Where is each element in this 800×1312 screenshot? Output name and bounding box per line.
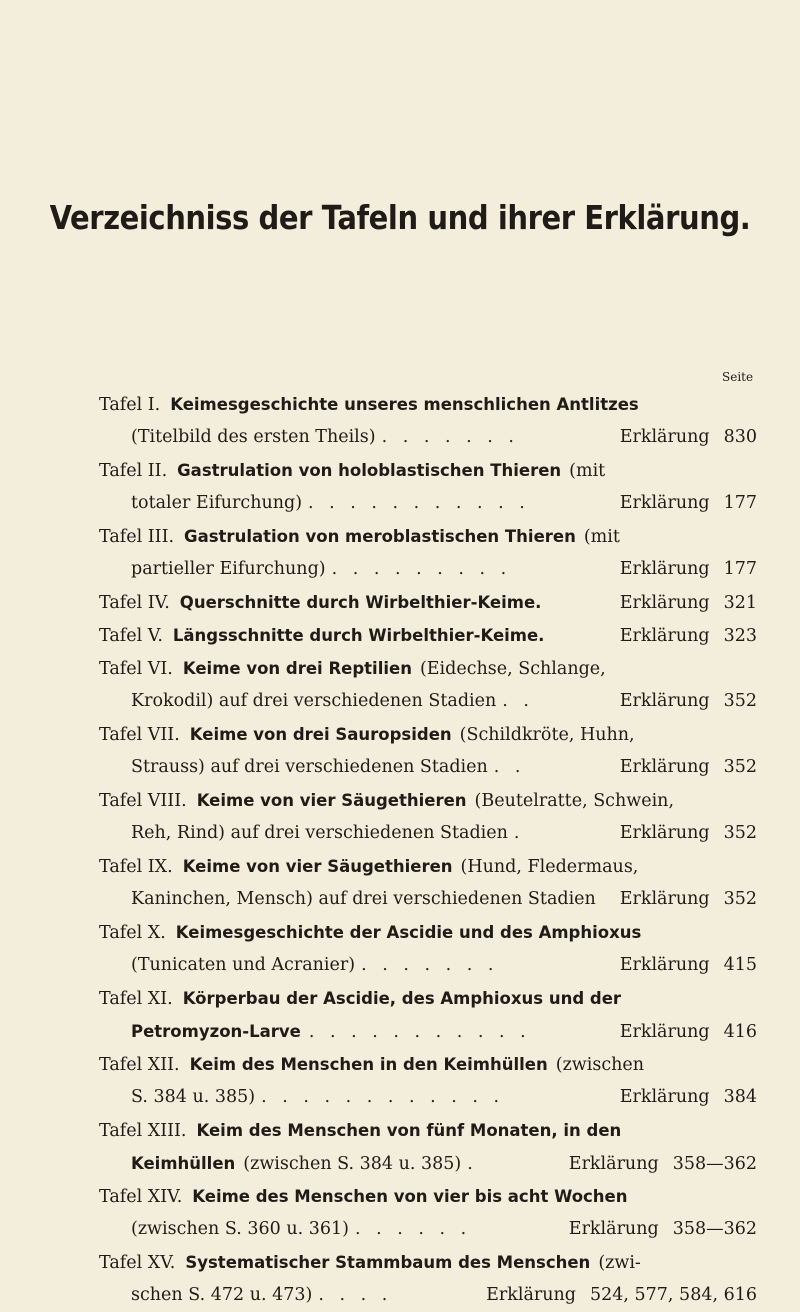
- plate-heading-continued: Keimhüllen: [131, 1154, 236, 1173]
- dot-leader: . . . . . .: [354, 1219, 472, 1239]
- plate-number: Tafel XV.: [99, 1253, 176, 1273]
- erklaerung-label: Erklärung: [619, 559, 710, 579]
- dot-leader: . . . . . . . . . . . .: [261, 1087, 505, 1107]
- dot-leader: . . . .: [318, 1285, 393, 1305]
- toc-entry-line: [99, 916, 757, 949]
- plate-heading: Keime von drei Sauropsiden: [189, 725, 452, 744]
- page-number: 384: [723, 1087, 757, 1107]
- page-title: Verzeichniss der Tafeln und ihrer Erklärung.: [49, 198, 751, 237]
- dot-leader: . . . . . . . . .: [331, 559, 512, 579]
- erklaerung-label: Erklärung: [568, 1219, 659, 1239]
- plate-heading: Keimesgeschichte der Ascidie und des Amphioxus: [175, 923, 642, 942]
- toc-entry-continuation: [99, 553, 757, 586]
- toc-entry: [99, 850, 757, 916]
- toc-entry: [99, 619, 757, 652]
- plate-number: Tafel XII.: [99, 1055, 180, 1075]
- toc-entry-continuation: [99, 487, 757, 520]
- plate-number: Tafel XIII.: [99, 1121, 187, 1141]
- dot-leader: . . . . . . .: [381, 427, 519, 447]
- dot-leader: .: [513, 823, 525, 843]
- erklaerung-label: Erklärung: [619, 955, 710, 975]
- plate-heading: Keimesgeschichte unseres menschlichen Antlitzes: [170, 395, 639, 414]
- plate-description-continued: (Tunicaten und Acranier): [131, 955, 356, 975]
- dot-leader: . .: [493, 757, 526, 777]
- toc-entry-continuation: [99, 1279, 757, 1312]
- erklaerung-label: Erklärung: [619, 493, 710, 513]
- erklaerung-label: Erklärung: [619, 1022, 710, 1042]
- toc-entry: [99, 652, 757, 718]
- plate-heading: Körperbau der Ascidie, des Amphioxus und der: [182, 989, 622, 1008]
- plate-description-continued: Kaninchen, Mensch) auf drei verschiedenen Stadien: [131, 889, 596, 909]
- toc-entry: [99, 718, 757, 784]
- page-number: 321: [723, 593, 757, 613]
- plate-heading-continued: Petromyzon-Larve: [131, 1022, 301, 1041]
- toc-entry-line: [99, 388, 757, 421]
- page-number: 352: [723, 889, 757, 909]
- plate-description-continued: Strauss) auf drei verschiedenen Stadien: [131, 757, 488, 777]
- erklaerung-label: Erklärung: [619, 1087, 710, 1107]
- plate-description: (Beutelratte, Schwein,: [474, 791, 675, 811]
- page-number: 415: [723, 955, 757, 975]
- plate-heading: Keime von vier Säugethieren: [196, 791, 467, 810]
- plate-description: (Eidechse, Schlange,: [419, 659, 606, 679]
- dot-leader: . . . . . . .: [361, 955, 499, 975]
- plate-description-continued: (zwischen S. 384 u. 385): [243, 1154, 462, 1174]
- toc-entry-continuation: [99, 751, 757, 784]
- plate-description-continued: schen S. 472 u. 473): [131, 1285, 313, 1305]
- plate-number: Tafel VII.: [99, 725, 180, 745]
- toc-entry-continuation: [99, 1081, 757, 1114]
- erklaerung-label: Erklärung: [619, 626, 710, 646]
- plate-number: Tafel XIV.: [99, 1187, 183, 1207]
- dot-leader: . .: [502, 691, 534, 711]
- toc-entry: [99, 784, 757, 850]
- page-number: 352: [723, 823, 757, 843]
- toc-entry-line: [99, 718, 757, 751]
- plate-heading: Systematischer Stammbaum des Menschen: [185, 1253, 591, 1272]
- seite-column-label: Seite: [722, 370, 754, 384]
- toc-entry-continuation: [99, 1147, 757, 1180]
- plate-description-continued: totaler Eifurchung): [131, 493, 303, 513]
- plate-heading: Keim des Menschen von fünf Monaten, in den: [196, 1121, 622, 1140]
- toc-entry-continuation: [99, 1015, 757, 1048]
- plate-description: (Schildkröte, Huhn,: [459, 725, 635, 745]
- page-number: 177: [723, 493, 757, 513]
- plate-number: Tafel VIII.: [99, 791, 187, 811]
- plate-description-continued: (zwischen S. 360 u. 361): [131, 1219, 349, 1239]
- table-of-plates: [99, 388, 757, 1312]
- toc-entry: [99, 1180, 757, 1246]
- dot-leader: .: [467, 1154, 478, 1174]
- plate-number: Tafel I.: [99, 395, 161, 415]
- plate-description: (Hund, Fledermaus,: [460, 857, 639, 877]
- plate-heading: Gastrulation von holoblastischen Thieren: [177, 461, 562, 480]
- toc-entry-continuation: [99, 817, 757, 850]
- plate-number: Tafel IX.: [99, 857, 173, 877]
- page-number: 830: [723, 427, 757, 447]
- page-number: 323: [723, 626, 757, 646]
- plate-heading: Querschnitte durch Wirbelthier-Keime.: [179, 593, 542, 612]
- erklaerung-label: Erklärung: [619, 593, 710, 613]
- plate-heading: Keime von drei Reptilien: [182, 659, 412, 678]
- toc-entry-continuation: [99, 685, 757, 718]
- page-number: 358—362: [672, 1219, 757, 1239]
- toc-entry-continuation: [99, 883, 757, 916]
- toc-entry-line: [99, 982, 757, 1015]
- erklaerung-label: Erklärung: [619, 757, 710, 777]
- plate-number: Tafel VI.: [99, 659, 173, 679]
- toc-entry-continuation: [99, 949, 757, 982]
- page-number: 524, 577, 584, 616: [590, 1285, 757, 1305]
- toc-entry: [99, 520, 757, 586]
- plate-number: Tafel IV.: [99, 593, 170, 613]
- toc-entry: [99, 1114, 757, 1180]
- toc-entry-line: [99, 454, 757, 487]
- toc-entry-line: [99, 784, 757, 817]
- plate-description-continued: (Titelbild des ersten Theils): [131, 427, 376, 447]
- toc-entry-line: [99, 586, 757, 619]
- toc-entry: [99, 388, 757, 454]
- toc-entry-line: [99, 1246, 757, 1279]
- dot-leader: . . . . . . . . . . .: [308, 493, 530, 513]
- erklaerung-label: Erklärung: [619, 889, 710, 909]
- page-number: 352: [723, 691, 757, 711]
- toc-entry-line: [99, 1048, 757, 1081]
- dot-leader: . . . . . . . . . . .: [308, 1022, 531, 1042]
- toc-entry: [99, 982, 757, 1048]
- plate-heading: Keime des Menschen von vier bis acht Wochen: [192, 1187, 628, 1206]
- page-number: 358—362: [672, 1154, 757, 1174]
- plate-description-continued: Reh, Rind) auf drei verschiedenen Stadien: [131, 823, 508, 843]
- plate-description: (mit: [569, 461, 606, 481]
- toc-entry: [99, 916, 757, 982]
- plate-number: Tafel V.: [99, 626, 163, 646]
- toc-entry-line: [99, 850, 757, 883]
- toc-entry-line: [99, 652, 757, 685]
- toc-entry: [99, 586, 757, 619]
- plate-number: Tafel XI.: [99, 989, 173, 1009]
- plate-heading: Gastrulation von meroblastischen Thieren: [184, 527, 576, 546]
- plate-number: Tafel X.: [99, 923, 166, 943]
- plate-description: (zwi-: [598, 1253, 641, 1273]
- plate-heading: Längsschnitte durch Wirbelthier-Keime.: [172, 626, 545, 645]
- plate-description-continued: partieller Eifurchung): [131, 559, 326, 579]
- plate-number: Tafel III.: [99, 527, 175, 547]
- erklaerung-label: Erklärung: [486, 1285, 576, 1305]
- toc-entry-continuation: [99, 1213, 757, 1246]
- erklaerung-label: Erklärung: [619, 427, 710, 447]
- plate-heading: Keime von vier Säugethieren: [182, 857, 453, 876]
- toc-entry-line: [99, 520, 757, 553]
- erklaerung-label: Erklärung: [619, 823, 710, 843]
- page-number: 416: [723, 1022, 757, 1042]
- plate-number: Tafel II.: [99, 461, 168, 481]
- page-number: 177: [723, 559, 757, 579]
- toc-entry: [99, 454, 757, 520]
- erklaerung-label: Erklärung: [619, 691, 710, 711]
- plate-description-continued: S. 384 u. 385): [131, 1087, 256, 1107]
- plate-description: (zwischen: [555, 1055, 645, 1075]
- toc-entry: [99, 1048, 757, 1114]
- toc-entry-continuation: [99, 421, 757, 454]
- toc-entry-line: [99, 619, 757, 652]
- toc-entry-line: [99, 1180, 757, 1213]
- erklaerung-label: Erklärung: [568, 1154, 659, 1174]
- plate-description: (mit: [583, 527, 620, 547]
- page-number: 352: [723, 757, 757, 777]
- plate-heading: Keim des Menschen in den Keimhüllen: [189, 1055, 548, 1074]
- toc-entry-line: [99, 1114, 757, 1147]
- plate-description-continued: Krokodil) auf drei verschiedenen Stadien: [131, 691, 497, 711]
- toc-entry: [99, 1246, 757, 1312]
